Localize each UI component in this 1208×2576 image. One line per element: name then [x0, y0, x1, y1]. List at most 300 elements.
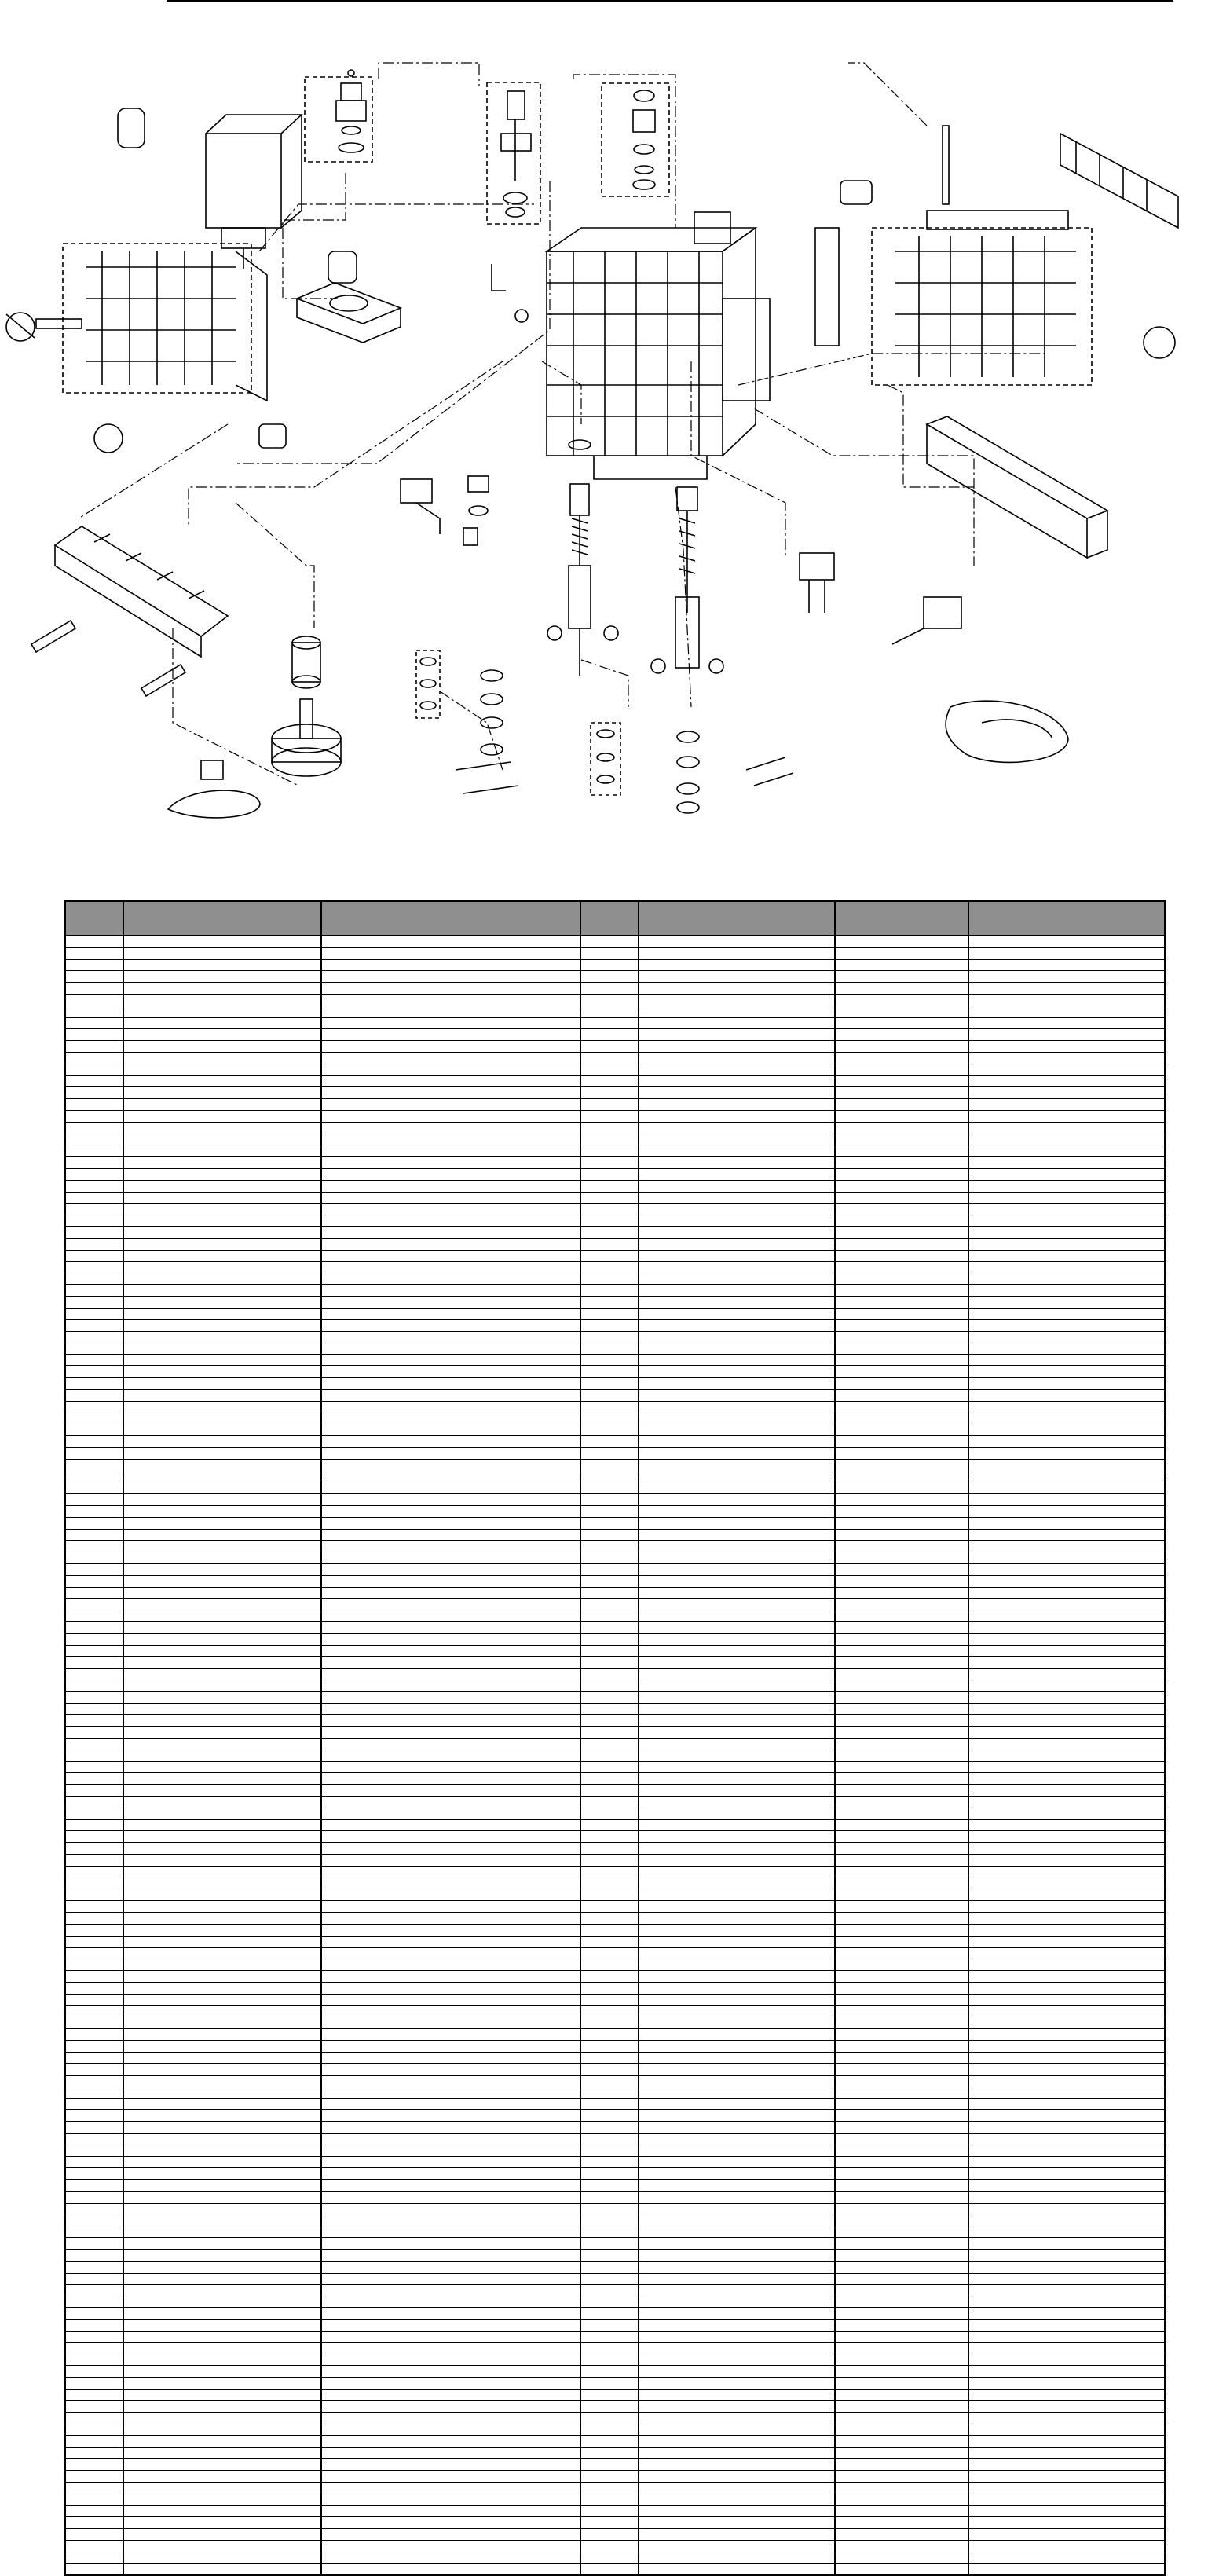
table-cell	[321, 2540, 580, 2552]
table-cell	[65, 1703, 123, 1715]
table-cell	[968, 2134, 1165, 2145]
table-cell	[580, 1006, 639, 1017]
table-row	[65, 1087, 1165, 1099]
table-cell	[639, 2482, 835, 2494]
table-cell	[639, 2343, 835, 2354]
table-cell	[580, 1180, 639, 1192]
table-cell	[65, 2110, 123, 2122]
table-cell	[321, 2517, 580, 2529]
table-cell	[835, 2261, 968, 2273]
table-row	[65, 1831, 1165, 1843]
table-cell	[65, 2471, 123, 2483]
table-cell	[835, 1854, 968, 1866]
table-cell	[639, 1494, 835, 1506]
table-cell	[639, 1878, 835, 1889]
table-cell	[968, 1017, 1165, 1029]
table-cell	[65, 1320, 123, 1332]
table-cell	[639, 1378, 835, 1390]
table-cell	[123, 2028, 321, 2040]
table-cell	[123, 1529, 321, 1541]
table-cell	[65, 1087, 123, 1099]
table-cell	[65, 1645, 123, 1657]
table-cell	[580, 1087, 639, 1099]
table-cell	[968, 2494, 1165, 2505]
table-cell	[639, 2517, 835, 2529]
table-cell	[65, 2098, 123, 2110]
table-cell	[639, 1912, 835, 1924]
table-cell	[968, 1831, 1165, 1843]
table-cell	[639, 2308, 835, 2320]
table-cell	[123, 1471, 321, 1482]
table-cell	[580, 1808, 639, 1819]
table-cell	[65, 1657, 123, 1669]
table-cell	[968, 1099, 1165, 1111]
table-cell	[65, 2040, 123, 2052]
table-cell	[835, 1633, 968, 1645]
table-cell	[65, 2238, 123, 2250]
table-cell	[123, 1610, 321, 1622]
table-cell	[835, 1912, 968, 1924]
table-cell	[123, 1459, 321, 1471]
table-cell	[968, 1436, 1165, 1448]
table-cell	[639, 1006, 835, 1017]
table-cell	[968, 1471, 1165, 1482]
table-cell	[639, 2552, 835, 2563]
table-cell	[65, 1924, 123, 1936]
table-cell	[65, 1669, 123, 1680]
table-cell	[835, 2110, 968, 2122]
table-cell	[123, 1413, 321, 1424]
table-cell	[65, 1041, 123, 1053]
table-row	[65, 2424, 1165, 2436]
table-cell	[123, 1494, 321, 1506]
table-cell	[123, 1087, 321, 1099]
table-cell	[835, 1645, 968, 1657]
table-cell	[968, 1669, 1165, 1680]
table-row	[65, 2017, 1165, 2029]
table-cell	[968, 1273, 1165, 1285]
table-cell	[835, 1378, 968, 1390]
table-cell	[123, 1680, 321, 1692]
table-cell	[123, 2471, 321, 2483]
table-cell	[968, 1517, 1165, 1529]
table-cell	[123, 1936, 321, 1948]
table-row	[65, 1761, 1165, 1773]
table-row	[65, 1878, 1165, 1889]
table-cell	[321, 2447, 580, 2459]
table-cell	[580, 2377, 639, 2389]
table-cell	[968, 1587, 1165, 1599]
table-cell	[321, 1970, 580, 1982]
table-cell	[321, 1517, 580, 1529]
table-cell	[835, 994, 968, 1006]
table-cell	[321, 1122, 580, 1134]
table-cell	[321, 1738, 580, 1750]
table-cell	[65, 1843, 123, 1855]
table-cell	[639, 1994, 835, 2006]
table-cell	[835, 2028, 968, 2040]
table-cell	[639, 1332, 835, 1343]
table-cell	[123, 2192, 321, 2204]
table-cell	[835, 2424, 968, 2436]
table-cell	[65, 959, 123, 971]
table-cell	[580, 1134, 639, 1145]
table-cell	[321, 2563, 580, 2575]
table-cell	[123, 1320, 321, 1332]
table-row	[65, 1471, 1165, 1482]
table-cell	[123, 1517, 321, 1529]
table-cell	[65, 1761, 123, 1773]
table-cell	[321, 2156, 580, 2168]
table-cell	[123, 1633, 321, 1645]
table-cell	[968, 1541, 1165, 1552]
table-row	[65, 1250, 1165, 1262]
table-cell	[580, 1738, 639, 1750]
table-cell	[580, 1575, 639, 1587]
table-cell	[580, 1541, 639, 1552]
table-cell	[65, 1332, 123, 1343]
table-cell	[639, 1145, 835, 1157]
table-cell	[123, 1448, 321, 1460]
table-cell	[123, 2563, 321, 2575]
table-cell	[580, 2203, 639, 2215]
table-cell	[580, 1471, 639, 1482]
table-cell	[639, 2505, 835, 2517]
table-cell	[968, 2040, 1165, 2052]
table-cell	[835, 1099, 968, 1111]
table-cell	[321, 2215, 580, 2226]
table-cell	[580, 1796, 639, 1808]
table-cell	[968, 2354, 1165, 2366]
table-cell	[321, 1354, 580, 1366]
table-cell	[639, 2017, 835, 2029]
table-row	[65, 1006, 1165, 1017]
table-cell	[639, 1157, 835, 1169]
table-cell	[65, 1343, 123, 1354]
table-row	[65, 2076, 1165, 2087]
table-cell	[639, 1669, 835, 1680]
table-cell	[123, 2261, 321, 2273]
table-cell	[639, 1796, 835, 1808]
table-cell	[835, 2064, 968, 2076]
table-cell	[321, 1854, 580, 1866]
table-cell	[835, 2331, 968, 2343]
table-row	[65, 2389, 1165, 2401]
table-cell	[321, 2040, 580, 2052]
table-cell	[639, 1785, 835, 1797]
table-cell	[123, 1575, 321, 1587]
table-cell	[835, 2552, 968, 2563]
table-cell	[321, 1959, 580, 1971]
table-cell	[639, 1204, 835, 1215]
table-cell	[968, 1680, 1165, 1692]
table-cell	[580, 2366, 639, 2378]
table-row	[65, 1459, 1165, 1471]
table-row	[65, 1204, 1165, 1215]
table-cell	[65, 2331, 123, 2343]
table-cell	[580, 1204, 639, 1215]
table-cell	[321, 947, 580, 959]
table-row	[65, 2052, 1165, 2064]
table-cell	[639, 1645, 835, 1657]
table-cell	[65, 1680, 123, 1692]
table-cell	[835, 2529, 968, 2541]
table-cell	[65, 1610, 123, 1622]
table-cell	[968, 1970, 1165, 1982]
table-cell	[639, 2563, 835, 2575]
table-row	[65, 2203, 1165, 2215]
table-cell	[580, 2134, 639, 2145]
table-row	[65, 1075, 1165, 1087]
table-cell	[639, 1843, 835, 1855]
table-row	[65, 2540, 1165, 2552]
table-cell	[580, 1657, 639, 1669]
table-cell	[580, 2540, 639, 2552]
table-cell	[968, 2180, 1165, 2192]
table-cell	[123, 2017, 321, 2029]
table-cell	[580, 1424, 639, 1436]
table-cell	[968, 2192, 1165, 2204]
table-cell	[639, 1192, 835, 1204]
table-cell	[968, 1354, 1165, 1366]
table-cell	[639, 1401, 835, 1413]
parts-list-table	[64, 900, 1166, 2576]
table-cell	[968, 2110, 1165, 2122]
table-cell	[65, 1122, 123, 1134]
table-cell	[580, 1564, 639, 1576]
table-cell	[65, 2134, 123, 2145]
table-cell	[580, 2552, 639, 2563]
table-cell	[580, 1761, 639, 1773]
table-cell	[65, 2017, 123, 2029]
table-cell	[65, 1599, 123, 1610]
table-cell	[321, 2145, 580, 2156]
table-cell	[639, 2540, 835, 2552]
table-cell	[968, 1401, 1165, 1413]
table-cell	[123, 2273, 321, 2285]
table-cell	[321, 1796, 580, 1808]
table-cell	[123, 1332, 321, 1343]
table-cell	[123, 2413, 321, 2424]
table-cell	[321, 1262, 580, 1273]
table-cell	[123, 2180, 321, 2192]
table-cell	[321, 2389, 580, 2401]
table-cell	[65, 1552, 123, 1564]
table-cell	[580, 2250, 639, 2262]
table-cell	[639, 2471, 835, 2483]
table-cell	[321, 1831, 580, 1843]
table-cell	[65, 2413, 123, 2424]
table-cell	[835, 2226, 968, 2238]
table-cell	[580, 1192, 639, 1204]
table-cell	[580, 2343, 639, 2354]
table-cell	[321, 1866, 580, 1878]
table-cell	[968, 1459, 1165, 1471]
table-cell	[321, 2110, 580, 2122]
table-cell	[65, 1448, 123, 1460]
table-cell	[835, 1343, 968, 1354]
table-cell	[65, 1099, 123, 1111]
table-cell	[65, 2505, 123, 2517]
table-cell	[580, 1715, 639, 1727]
table-cell	[835, 1006, 968, 1017]
table-row	[65, 2494, 1165, 2505]
table-row	[65, 2180, 1165, 2192]
table-cell	[835, 1529, 968, 1541]
table-cell	[580, 2424, 639, 2436]
table-cell	[65, 2424, 123, 2436]
table-cell	[123, 1564, 321, 1576]
table-row	[65, 1680, 1165, 1692]
table-cell	[968, 959, 1165, 971]
table-row	[65, 1413, 1165, 1424]
table-cell	[321, 2028, 580, 2040]
table-cell	[835, 1959, 968, 1971]
table-cell	[580, 1064, 639, 1075]
table-row	[65, 1226, 1165, 1238]
table-cell	[123, 994, 321, 1006]
table-row	[65, 1506, 1165, 1518]
table-row	[65, 1645, 1165, 1657]
table-cell	[835, 1134, 968, 1145]
table-cell	[65, 2563, 123, 2575]
table-cell	[835, 1041, 968, 1053]
table-cell	[321, 1564, 580, 1576]
table-row	[65, 1796, 1165, 1808]
table-cell	[321, 1948, 580, 1959]
table-row	[65, 2285, 1165, 2296]
table-row	[65, 1936, 1165, 1948]
table-cell	[123, 1912, 321, 1924]
table-cell	[123, 1552, 321, 1564]
table-cell	[639, 2238, 835, 2250]
table-cell	[968, 994, 1165, 1006]
table-cell	[321, 1075, 580, 1087]
table-cell	[580, 1878, 639, 1889]
table-row	[65, 2296, 1165, 2308]
table-cell	[123, 1924, 321, 1936]
table-cell	[65, 2156, 123, 2168]
table-row	[65, 1691, 1165, 1703]
table-row	[65, 1436, 1165, 1448]
table-cell	[65, 1819, 123, 1831]
table-cell	[639, 1517, 835, 1529]
table-cell	[968, 1959, 1165, 1971]
table-cell	[580, 1645, 639, 1657]
table-cell	[321, 2017, 580, 2029]
table-cell	[835, 2435, 968, 2447]
table-cell	[639, 2076, 835, 2087]
table-cell	[639, 1134, 835, 1145]
table-cell	[65, 1785, 123, 1797]
table-cell	[123, 1669, 321, 1680]
table-row	[65, 2250, 1165, 2262]
table-row	[65, 1517, 1165, 1529]
table-cell	[580, 1273, 639, 1285]
table-cell	[639, 2028, 835, 2040]
table-cell	[968, 2064, 1165, 2076]
table-cell	[968, 1599, 1165, 1610]
table-cell	[65, 1715, 123, 1727]
table-cell	[65, 2052, 123, 2064]
table-row	[65, 983, 1165, 995]
table-row	[65, 2471, 1165, 2483]
table-cell	[639, 2110, 835, 2122]
table-cell	[639, 1075, 835, 1087]
table-cell	[321, 1215, 580, 1227]
table-cell	[968, 1564, 1165, 1576]
table-row	[65, 1610, 1165, 1622]
table-cell	[639, 1750, 835, 1761]
table-cell	[65, 1262, 123, 1273]
table-cell	[65, 1366, 123, 1378]
table-cell	[65, 1157, 123, 1169]
table-cell	[321, 1343, 580, 1354]
valve-strip	[31, 526, 228, 696]
table-cell	[580, 2028, 639, 2040]
table-cell	[123, 1506, 321, 1518]
table-cell	[65, 1506, 123, 1518]
table-cell	[580, 1157, 639, 1169]
table-cell	[639, 1168, 835, 1180]
table-cell	[580, 1959, 639, 1971]
table-cell	[123, 1982, 321, 1994]
table-cell	[123, 1959, 321, 1971]
table-cell	[123, 1390, 321, 1402]
table-cell	[123, 1308, 321, 1320]
table-cell	[65, 2203, 123, 2215]
table-row	[65, 1575, 1165, 1587]
header-cell	[639, 901, 835, 936]
table-cell	[321, 1529, 580, 1541]
table-cell	[321, 1052, 580, 1064]
table-cell	[321, 1308, 580, 1320]
table-cell	[968, 936, 1165, 947]
table-row	[65, 1587, 1165, 1599]
table-cell	[321, 2238, 580, 2250]
table-cell	[580, 1448, 639, 1460]
table-cell	[835, 2040, 968, 2052]
table-cell	[968, 1378, 1165, 1390]
table-cell	[321, 1994, 580, 2006]
table-cell	[968, 1192, 1165, 1204]
table-row	[65, 2156, 1165, 2168]
table-cell	[123, 1436, 321, 1448]
table-cell	[835, 1273, 968, 1285]
table-cell	[639, 1691, 835, 1703]
table-row	[65, 2064, 1165, 2076]
table-cell	[639, 1948, 835, 1959]
table-cell	[968, 1204, 1165, 1215]
table-cell	[65, 1494, 123, 1506]
table-cell	[835, 2471, 968, 2483]
table-cell	[639, 1889, 835, 1901]
table-cell	[968, 2098, 1165, 2110]
table-cell	[580, 1099, 639, 1111]
table-cell	[580, 2389, 639, 2401]
table-cell	[639, 1633, 835, 1645]
table-cell	[639, 1029, 835, 1041]
table-cell	[968, 2215, 1165, 2226]
table-cell	[321, 1785, 580, 1797]
table-cell	[968, 1924, 1165, 1936]
table-cell	[65, 1866, 123, 1878]
table-cell	[65, 1308, 123, 1320]
table-cell	[65, 2529, 123, 2541]
table-cell	[968, 1727, 1165, 1739]
table-cell	[65, 1541, 123, 1552]
table-cell	[968, 1796, 1165, 1808]
